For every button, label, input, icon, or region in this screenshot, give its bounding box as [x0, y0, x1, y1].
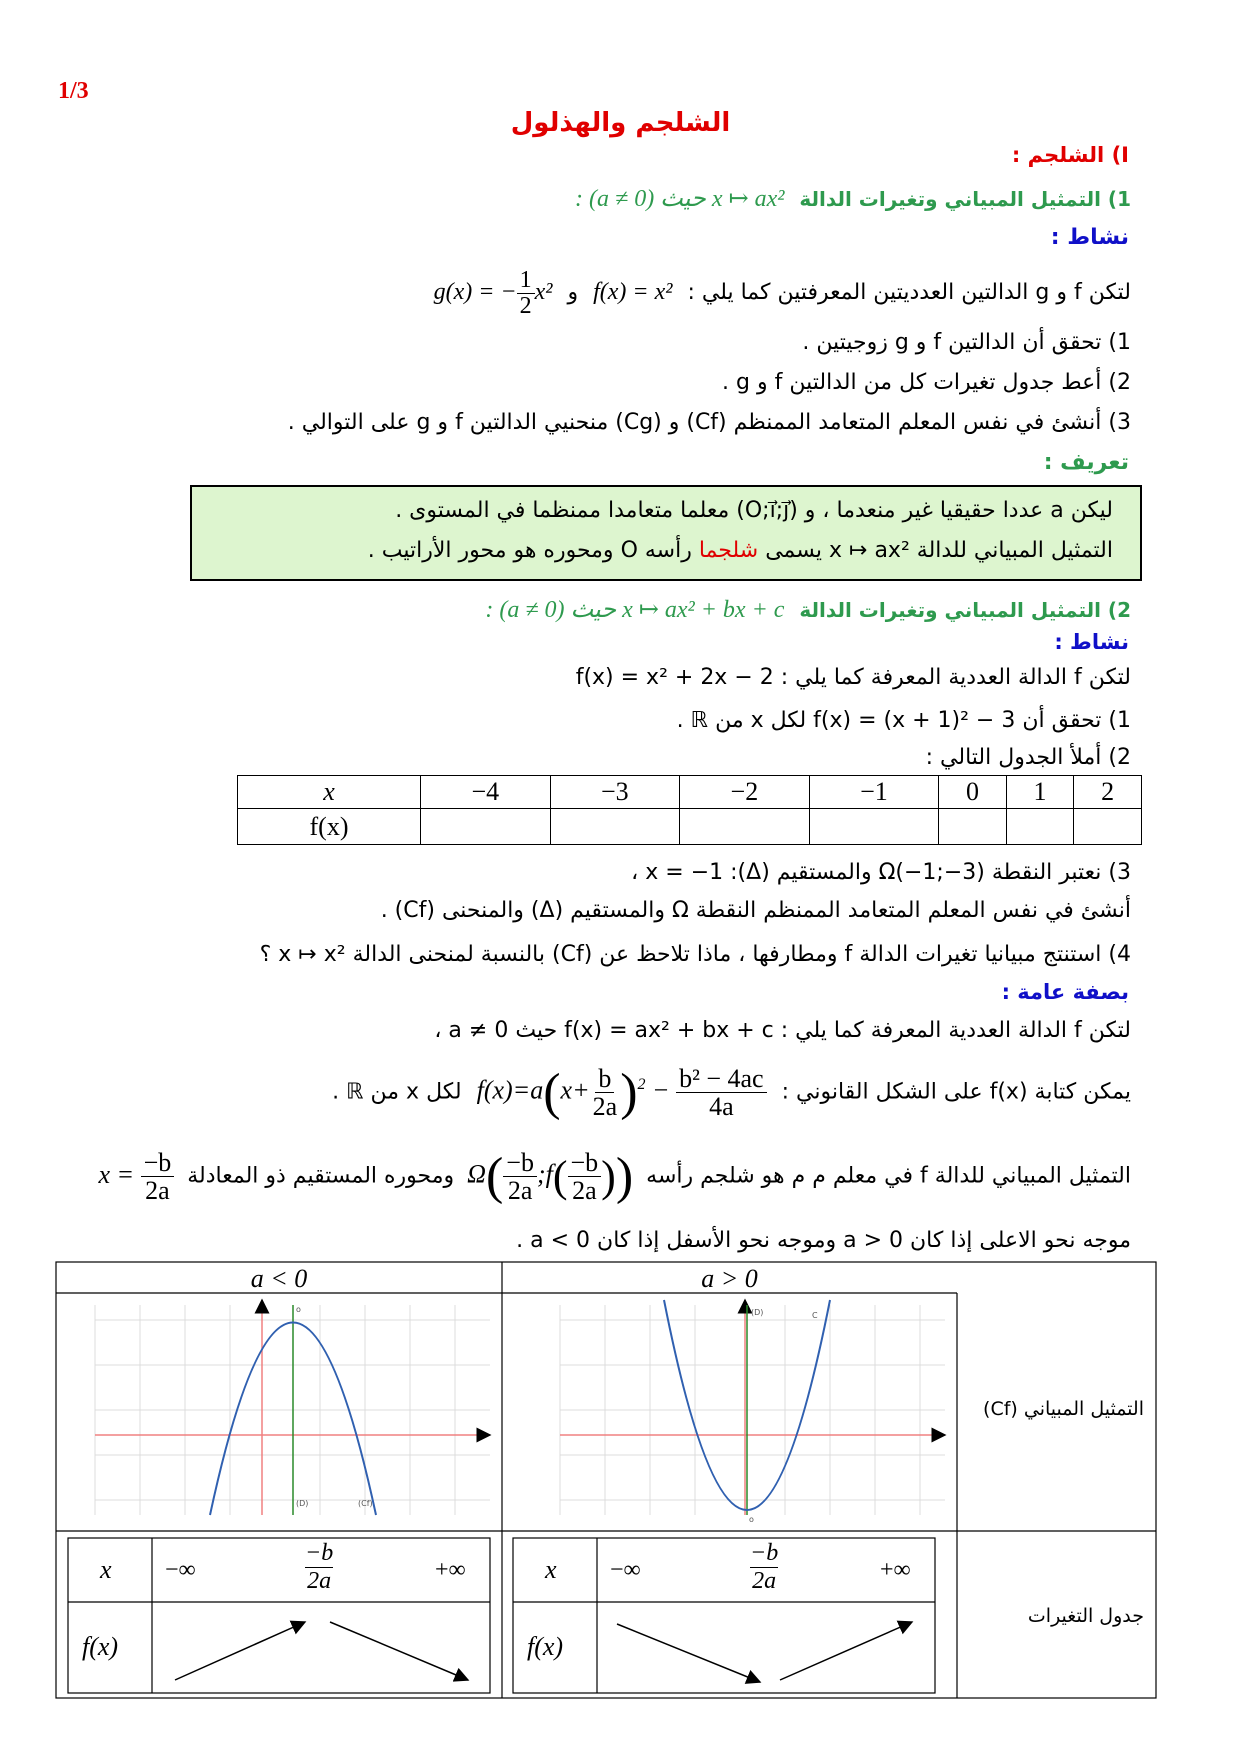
and-word: و	[567, 280, 579, 306]
vt1-minus-inf: −∞	[165, 1557, 196, 1583]
col-header-a-negative: a < 0	[250, 1264, 308, 1293]
vt1-plus-inf: +∞	[435, 1557, 466, 1583]
vt2-minus-inf: −∞	[610, 1557, 641, 1583]
table-cell: −2	[680, 776, 810, 809]
activity2-question-3b: أنشئ في نفس المعلم المتعامد الممنظم النقطة Ω والمستقيم (Δ) والمنحنى (Cf) .	[380, 898, 1131, 923]
svg-text:o: o	[749, 1515, 754, 1524]
g-left: g(x) = −	[433, 279, 517, 306]
vt1-num: −b	[305, 1540, 334, 1566]
canonical-tail: لكل x من ℝ .	[332, 1079, 462, 1105]
table-cell: 0	[939, 776, 1007, 809]
vertex-text: التمثيل المبياني للدالة f في معلم م م هو شلجم رأسه	[646, 1163, 1131, 1189]
activity2-question-4: 4) استنتج مبيانيا تغيرات الدالة f ومطارفها ، ماذا تلاحظ عن (Cf) بالنسبة لمنحنى الدالة x ↦ x² ؟	[259, 942, 1131, 967]
decreasing-arrow	[330, 1622, 468, 1680]
activity2-question-2: 2) أملأ الجدول التالي :	[925, 745, 1131, 770]
definition-line-1: ليكن a عددا حقيقيا غير منعدما ، و (O;i⃗;j⃗) معلما متعامدا ممنظما في المستوى .	[395, 498, 1113, 523]
vertex-formula: Ω( $\frac{-b}{2a}$ ;f( $\frac{-b}{2a}$ ))	[467, 1147, 634, 1205]
table-cell: −4	[421, 776, 551, 809]
svg-text:(Cf): (Cf)	[358, 1499, 373, 1508]
g-right: x²	[534, 279, 553, 306]
activity2-question-3: 3) نعتبر النقطة Ω(−1;−3) والمستقيم (Δ): x = −1 ،	[631, 860, 1131, 885]
col-header-a-positive: a > 0	[701, 1264, 758, 1293]
table-cell: −1	[809, 776, 939, 809]
activity1-intro: لتكن f و g الدالتين العدديتين المعرفتين كما يلي :	[687, 280, 1131, 306]
vt2-x: x	[545, 1555, 557, 1584]
activity1-question-2: 2) أعط جدول تغيرات كل من الدالتين f و g .	[722, 370, 1131, 395]
increasing-arrow	[175, 1622, 305, 1680]
vt1-den: 2a	[307, 1568, 332, 1594]
decreasing-arrow	[617, 1624, 760, 1682]
general-label: بصفة عامة :	[1001, 980, 1129, 1004]
general-line-4: موجه نحو الاعلى إذا كان a > 0 وموجه نحو الأسفل إذا كان a < 0 .	[516, 1228, 1131, 1253]
table-cell: 2	[1074, 776, 1142, 809]
increasing-arrow	[780, 1622, 912, 1680]
activity2-label: نشاط :	[1054, 630, 1129, 654]
canonical-formula: f(x)=a(x+ $\frac{b}{2a}$ )$^2$ − $\frac{\text{b² − 4ac}}{4a}$	[477, 1063, 767, 1122]
definition-term: شلجما	[698, 538, 759, 563]
g-num: 1	[517, 268, 535, 294]
svg-text:o: o	[296, 1305, 301, 1314]
f-definition: f(x) = x²	[593, 279, 673, 306]
svg-text:C: C	[812, 1311, 818, 1320]
vt2-vertex	[750, 1540, 778, 1595]
subsection-heading-2-math: x ↦ ax² + bx + c حيث (a ≠ 0) :	[485, 597, 785, 623]
definition-line-2b: رأسه O ومحوره هو محور الأراتيب .	[367, 538, 692, 563]
row-label-graph: التمثيل المبياني (Cf)	[983, 1398, 1144, 1420]
vt2-num: −b	[750, 1540, 779, 1566]
table-header-fx: f(x)	[238, 809, 421, 845]
subsection-heading-text: 1) التمثيل المبياني وتغيرات الدالة	[799, 187, 1131, 211]
vt1-fx: f(x)	[82, 1632, 119, 1661]
axis-formula: x = $\frac{-b}{2a}$	[98, 1149, 174, 1205]
activity1-question-1: 1) تحقق أن الدالتين f و g زوجيتين .	[802, 330, 1131, 355]
activity2-intro: لتكن f الدالة العددية المعرفة كما يلي : f(x) = x² + 2x − 2	[575, 665, 1131, 690]
svg-text:(D): (D)	[296, 1499, 309, 1508]
page-number: 1/3	[58, 78, 89, 104]
graph-a-positive	[560, 1305, 945, 1515]
table-cell: 1	[1006, 776, 1074, 809]
vt2-plus-inf: +∞	[880, 1557, 911, 1583]
vt2-den: 2a	[752, 1568, 777, 1594]
vt1-x: x	[100, 1555, 112, 1584]
table-header-x: x	[238, 776, 421, 809]
definition-label: تعريف :	[1043, 450, 1129, 475]
row-label-variations: جدول التغيرات	[1027, 1605, 1144, 1627]
canonical-text: يمكن كتابة f(x) على الشكل القانوني :	[781, 1079, 1131, 1105]
section-heading: I) الشلجم :	[1011, 143, 1129, 167]
activity-label: نشاط :	[1050, 225, 1129, 250]
subsection-heading-math: x ↦ ax² حيث (a ≠ 0) :	[575, 186, 785, 212]
axis-text: ومحوره المستقيم ذو المعادلة	[187, 1163, 455, 1189]
subsection-heading-2-text: 2) التمثيل المبياني وتغيرات الدالة	[799, 598, 1131, 622]
activity2-question-1: 1) تحقق أن f(x) = (x + 1)² − 3 لكل x من ℝ .	[676, 708, 1131, 733]
vt1-vertex	[305, 1540, 333, 1595]
vt2-fx: f(x)	[527, 1632, 564, 1661]
page-title: الشلجم والهذلول	[510, 108, 731, 138]
svg-text:(D): (D)	[751, 1308, 764, 1317]
general-line-1: لتكن f الدالة العددية المعرفة كما يلي : f(x) = ax² + bx + c حيث a ≠ 0 ،	[434, 1018, 1131, 1043]
definition-line-2a: التمثيل المبياني للدالة x ↦ ax² يسمى	[765, 538, 1113, 563]
table-cell: −3	[550, 776, 680, 809]
g-den: 2	[519, 293, 532, 320]
activity1-question-3: 3) أنشئ في نفس المعلم المتعامد الممنظم (Cf) و (Cg) منحنيي الدالتين f و g على التوالي .	[287, 410, 1131, 435]
